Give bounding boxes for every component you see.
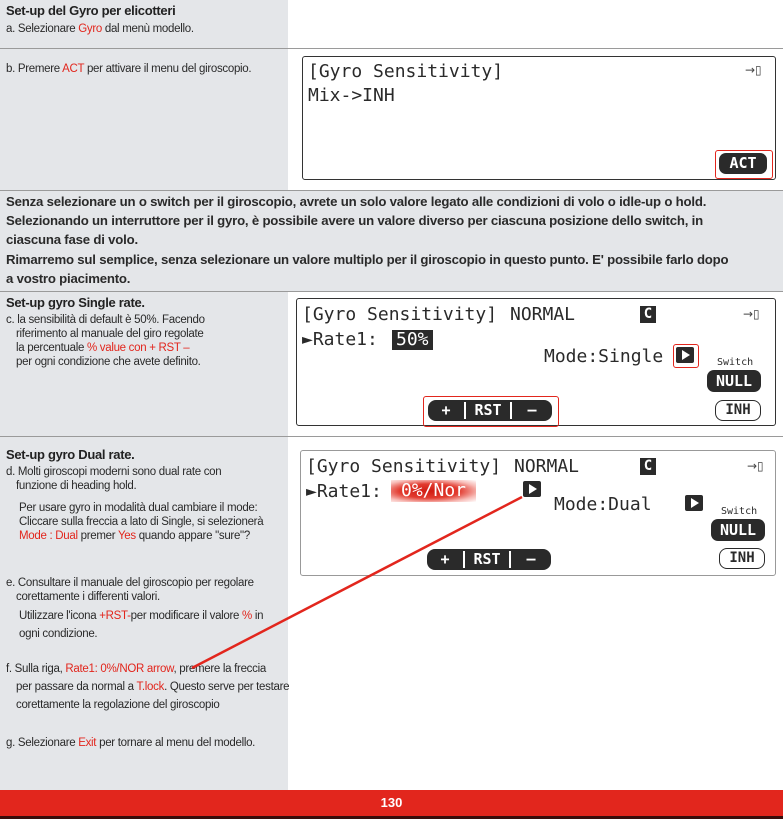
rate-value[interactable]: 50% <box>392 330 433 350</box>
minus-button[interactable]: – <box>526 550 536 568</box>
switch-caption: Switch <box>721 506 758 517</box>
step-f: corettamente la regolazione del giroscopio <box>16 699 220 711</box>
condition-badge: C <box>640 306 656 323</box>
single-rate-text: per ogni condizione che avete definito. <box>16 356 201 368</box>
io-icon: →▯ <box>747 459 764 473</box>
switch-null-button[interactable]: NULL <box>707 370 761 392</box>
callout-line <box>192 497 522 668</box>
dual-rate-text: d. Molti giroscopi moderni sono dual rate con <box>6 466 222 478</box>
screen-title: [Gyro Sensitivity] <box>302 304 498 325</box>
plus-button[interactable]: + <box>441 401 451 419</box>
dual-rate-text: Per usare gyro in modalità dual cambiare il mode: <box>19 502 258 514</box>
section-title-gyro-setup: Set-up del Gyro per elicotteri <box>6 3 176 18</box>
step-e: ogni condizione. <box>19 628 98 640</box>
step-e: e. Consultare il manuale del giroscopio per regolare <box>6 577 254 589</box>
page-number: 130 <box>380 795 403 810</box>
switch-caption: Switch <box>717 357 754 368</box>
intro-line: Rimarremo sul semplice, senza selezionare un valore multiplo per il giroscopio in questo punto. E' possibile farlo dopo <box>6 252 729 267</box>
single-rate-text: riferimento al manuale del giro regolate <box>16 328 204 340</box>
intro-line: a vostro piacimento. <box>6 271 131 286</box>
intro-line: Senza selezionare un o switch per il giroscopio, avrete un solo valore legato alle condizioni di volo o idle-up o hold. <box>6 194 707 209</box>
switch-null-button[interactable]: NULL <box>711 519 765 541</box>
single-rate-text: c. la sensibilità di default è 50%. Facendo <box>6 314 205 326</box>
dual-rate-text: Cliccare sulla freccia a lato di Single, si selezionerà <box>19 516 264 528</box>
dual-rate-text: Mode : Dual premer Yes quando appare "sure"? <box>19 530 250 542</box>
section-title-dual-rate: Set-up gyro Dual rate. <box>6 447 135 462</box>
dual-rate-text: funzione di heading hold. <box>16 480 137 492</box>
condition-badge: C <box>640 458 656 475</box>
mode-label: Mode:Dual <box>554 494 652 515</box>
mix-status: Mix->INH <box>308 85 395 106</box>
step-e: Utilizzare l'icona +RST-per modificare il valore % in <box>19 610 264 622</box>
inh-button[interactable]: INH <box>719 548 765 569</box>
step-b: b. Premere ACT per attivare il menu del giroscopio. <box>6 63 252 75</box>
section-title-single-rate: Set-up gyro Single rate. <box>6 295 145 310</box>
inh-button[interactable]: INH <box>715 400 761 421</box>
plus-button[interactable]: + <box>440 550 450 568</box>
condition-label: NORMAL <box>514 456 580 477</box>
step-a: a. Selezionare Gyro dal menù modello. <box>6 23 194 35</box>
step-f: per passare da normal a T.lock. Questo serve per testare <box>16 681 290 693</box>
screen-title: [Gyro Sensitivity] <box>306 456 502 477</box>
step-f: f. Sulla riga, Rate1: 0%/NOR arrow, premere la freccia <box>6 663 266 675</box>
mode-label: Mode:Single <box>544 346 664 367</box>
step-e: corettamente i differenti valori. <box>16 591 160 603</box>
act-button[interactable]: ACT <box>719 153 767 174</box>
rate-value[interactable]: 0%/Nor <box>391 480 476 502</box>
rate-label: ►Rate1: <box>306 481 382 502</box>
rate-label: ►Rate1: <box>302 329 378 350</box>
screen-title: [Gyro Sensitivity] <box>308 61 504 82</box>
page-footer <box>0 790 783 819</box>
step-g: g. Selezionare Exit per tornare al menu del modello. <box>6 737 256 749</box>
io-icon: →▯ <box>745 63 762 77</box>
condition-label: NORMAL <box>510 304 576 325</box>
intro-line: ciascuna fase di volo. <box>6 232 138 247</box>
minus-button[interactable]: – <box>527 401 537 419</box>
intro-line: Selezionando un interruttore per il gyro, è possibile avere un valore diverso per ciascuna posizione dello switch, in <box>6 213 703 228</box>
rst-button[interactable]: RST <box>473 550 501 568</box>
io-icon: →▯ <box>743 307 760 321</box>
rst-button[interactable]: RST <box>474 401 502 419</box>
single-rate-text: la percentuale % value con + RST – <box>16 342 190 354</box>
